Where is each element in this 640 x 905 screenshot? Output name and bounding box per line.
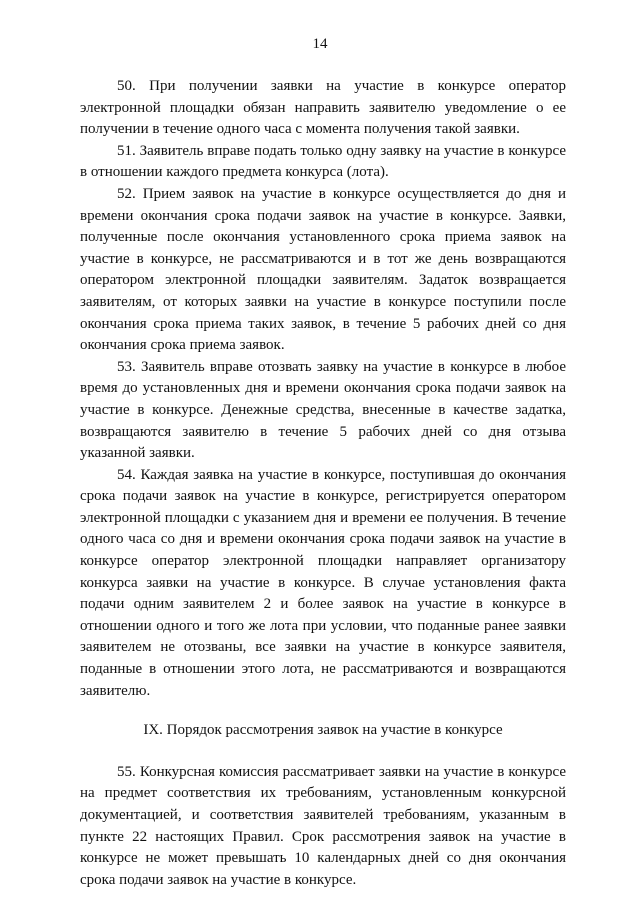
section-heading: IX. Порядок рассмотрения заявок на участие в конкурсе: [143, 722, 503, 739]
paragraph-55: 55. Конкурсная комиссия рассматривает заявки на участие в конкурсе на предмет соответствия их требованиям, установленным конкурсной документацией, и соответствия заявителей требованиям, указанным в пункте 22 настоящих Правил. Срок рассмотрения заявок на участие в конкурсе не может превышать 10 календарных дней со дня окончания срока подачи заявок на участие в конкурсе.: [80, 763, 566, 888]
page-number: 14: [312, 36, 328, 52]
paragraph-51: 51. Заявитель вправе подать только одну заявку на участие в конкурсе в отношении каждого предмета конкурса (лота).: [80, 142, 566, 181]
paragraph-52: 52. Прием заявок на участие в конкурсе осуществляется до дня и времени окончания срока подачи заявок на участие в конкурсе. Заявки, полученные после окончания установленного срока приема заявок на участие в конкурсе, не рассматриваются и в тот же день возвращаются оператором электронной площадки заявителям. Задаток возвращается заявителям, от которых заявки на участие в конкурсе поступили после окончания срока приема таких заявок, в течение 5 рабочих дней со дня окончания срока приема заявок.: [80, 185, 566, 354]
document-body: [80, 76, 566, 891]
paragraph-53: 53. Заявитель вправе отозвать заявку на участие в конкурсе в любое время до установленных дня и времени окончания срока подачи заявок на участие в конкурсе. Денежные средства, внесенные в качестве задатка, возвращаются заявителю в течение 5 рабочих дней со дня отзыва указанной заявки.: [80, 358, 566, 462]
paragraph-50: 50. При получении заявки на участие в конкурсе оператор электронной площадки обязан направить заявителю уведомление о ее получении в течение одного часа с момента получения такой заявки.: [80, 78, 566, 138]
paragraph-54: 54. Каждая заявка на участие в конкурсе, поступившая до окончания срока подачи заявок на участие в конкурсе, регистрируется оператором электронной площадки с указанием дня и времени ее получения. В течение одного часа со дня и времени окончания срока подачи заявок на участие в конкурсе оператор электронной площадки направляет организатору конкурса заявки на участие в конкурсе. В случае установления факта подачи одним заявителем 2 и более заявок на участие в конкурсе в отношении одного и того же лота при условии, что поданные ранее заявки заявителем не отозваны, все заявки на участие в конкурсе заявителя, поданные в отношении этого лота, не рассматриваются и возвращаются заявителю.: [80, 466, 566, 699]
